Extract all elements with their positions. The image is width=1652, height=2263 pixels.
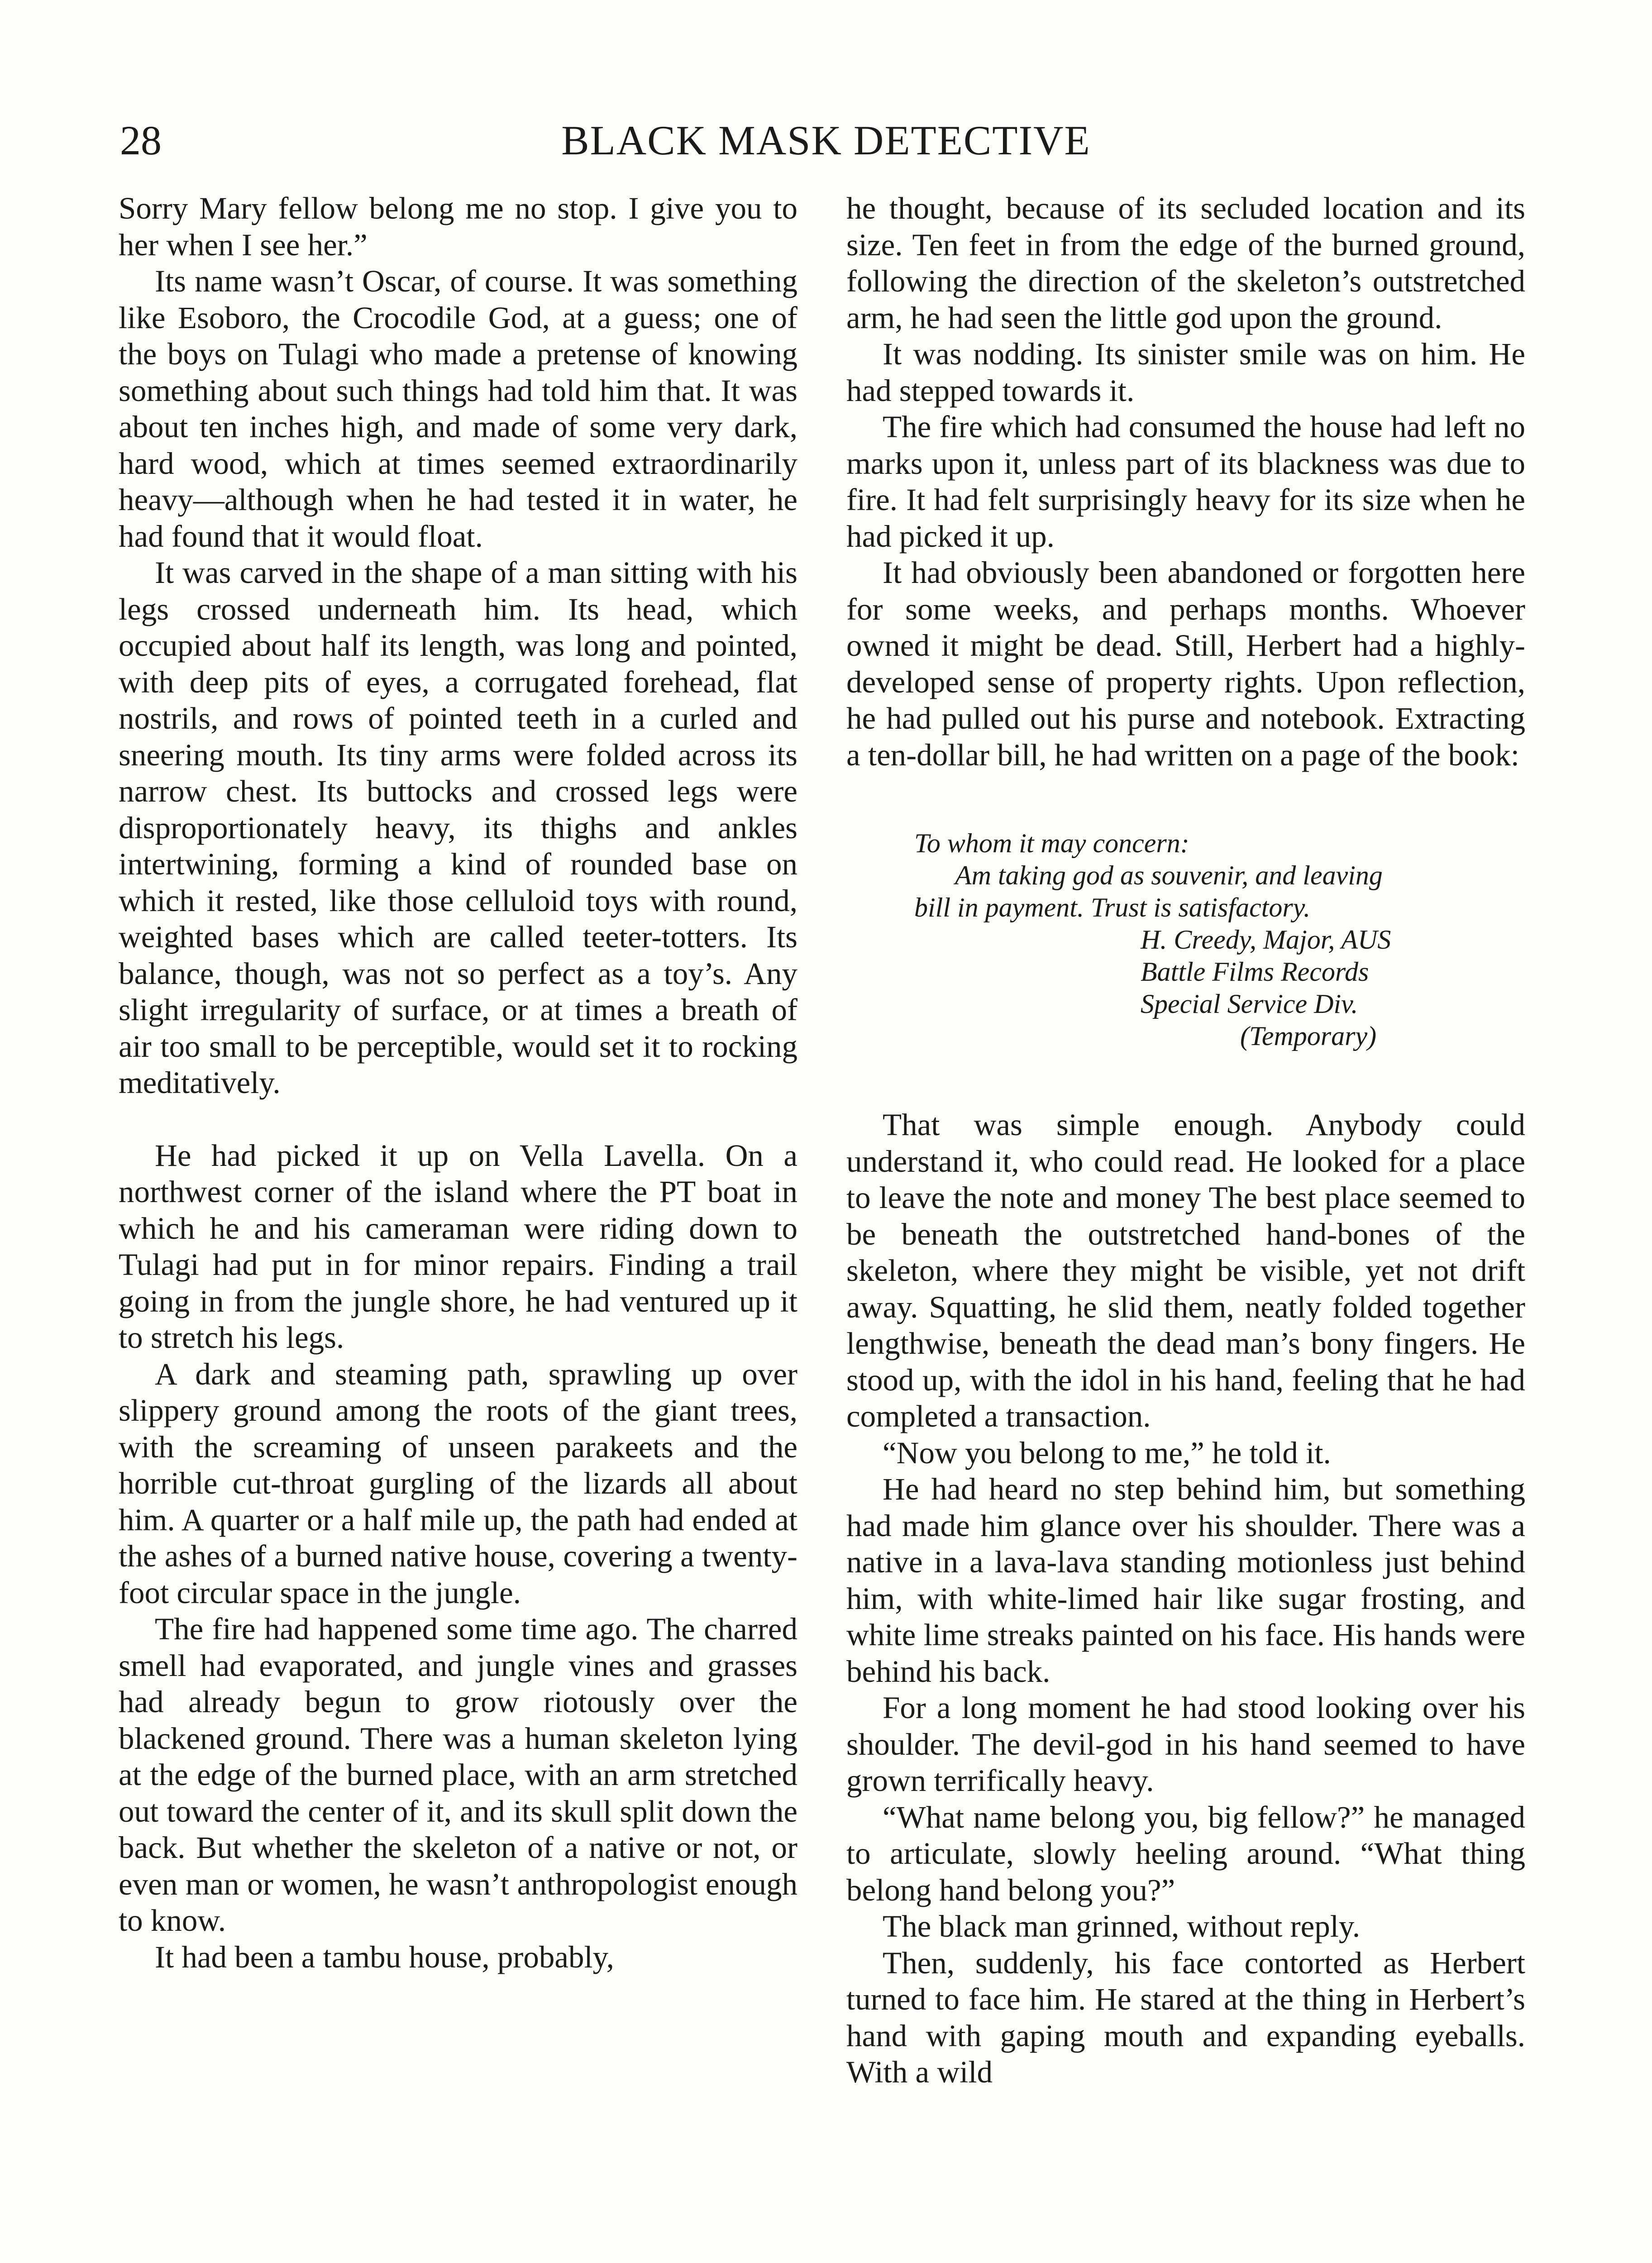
paragraph: For a long moment he had stood looking over his shoulder. The devil-god in his hand seemed to have grown terrifically heavy. <box>846 1690 1525 1798</box>
paragraph: That was simple enough. Anybody could understand it, who could read. He looked for a place to leave the note and money The best place seemed to be beneath the outstretched hand-bones of the skeleton, where they might be visible, yet not drift away. Squatting, he slid them, neatly folded together lengthwise, beneath the dead man’s bony fingers. He stood up, with the idol in his hand, feeling that he had completed a transaction. <box>846 1108 1525 1433</box>
page-header <box>120 109 1532 172</box>
paragraph: He had heard no step behind him, but something had made him glance over his shoulder. There was a native in a lava-lava standing motionless just behind him, with white-limed hair like sugar frosting, and white lime streaks painted on his face. His hands were behind his back. <box>846 1472 1525 1689</box>
note-line: bill in payment. Trust is satisfactory. <box>914 893 1311 922</box>
page-number: 28 <box>120 117 162 163</box>
paragraph: It had been a tambu house, probably, <box>155 1939 614 1974</box>
paragraph: Sorry Mary fellow belong me no stop. I give you to her when I see her.” <box>119 191 797 262</box>
note-line: Am taking god as souvenir, and leaving <box>955 860 1383 890</box>
right-column <box>846 190 1525 2091</box>
paragraph: It had obviously been abandoned or forgotten here for some weeks, and perhaps months. Whoever owned it might be dead. Still, Herbert had a highly-developed sense of property rights. Upon reflection, he had pulled out his purse and notebook. Extracting a ten-dollar bill, he had written on a page of the book: <box>846 555 1525 772</box>
paragraph: A dark and steaming path, sprawling up over slippery ground among the roots of the giant trees, with the screaming of unseen parakeets and the horrible cut-throat gurgling of the lizards all about him. A quarter or a half mile up, the path had ended at the ashes of a burned native house, covering a twenty-foot circular space in the jungle. <box>119 1356 797 1610</box>
note-signature-line: Special Service Div. <box>1141 989 1358 1019</box>
note-line: To whom it may concern: <box>914 828 1189 858</box>
note-signature-line: Battle Films Records <box>1141 957 1369 987</box>
handwritten-note <box>914 827 1457 1052</box>
paragraph: “What name belong you, big fellow?” he managed to articulate, slowly heeling around. “What thing belong hand belong you?” <box>846 1800 1525 1907</box>
paragraph: “Now you belong to me,” he told it. <box>883 1435 1331 1470</box>
note-signature-line: H. Creedy, Major, AUS <box>1141 925 1391 955</box>
running-title: BLACK MASK DETECTIVE <box>561 117 1091 163</box>
left-column <box>119 190 797 1975</box>
paragraph: The black man grinned, without reply. <box>883 1909 1361 1943</box>
paragraph: It was carved in the shape of a man sitting with his legs crossed underneath him. Its head, which occupied about half its length, was long and pointed, with deep pits of eyes, a corrugated forehead, flat nostrils, and rows of pointed teeth in a curled and sneering mouth. Its tiny arms were folded across its narrow chest. Its buttocks and crossed legs were disproportionately heavy, its thighs and ankles intertwining, forming a kind of rounded base on which it rested, like those celluloid toys with round, weighted bases which are called teeter-totters. Its balance, though, was not so perfect as a toy’s. Any slight irregularity of surface, or at times a breath of air too small to be perceptible, would set it to rocking meditatively. <box>119 555 797 1100</box>
paragraph: Its name wasn’t Oscar, of course. It was something like Esoboro, the Crocodile God, at a guess; one of the boys on Tulagi who made a pretense of knowing something about such things had told him that. It was about ten inches high, and made of some very dark, hard wood, which at times seemed extraordinarily heavy—although when he had tested it in water, he had found that it would float. <box>119 264 797 554</box>
paragraph: The fire which had consumed the house had left no marks upon it, unless part of its blackness was due to fire. It had felt surprisingly heavy for its size when he had picked it up. <box>846 410 1525 554</box>
note-signature-line: (Temporary) <box>1240 1021 1377 1051</box>
paragraph: The fire had happened some time ago. The charred smell had evaporated, and jungle vines and grasses had already begun to grow riotously over the blackened ground. There was a human skeleton lying at the edge of the burned place, with an arm stretched out toward the center of it, and its skull split down the back. But whether the skeleton of a native or not, or even man or women, he wasn’t anthropologist enough to know. <box>119 1612 797 1938</box>
paragraph: Then, suddenly, his face contorted as Herbert turned to face him. He stared at the thing in Herbert’s hand with gaping mouth and expanding eyeballs. With a wild <box>846 1945 1525 2089</box>
paragraph: He had picked it up on Vella Lavella. On a northwest corner of the island where the PT boat in which he and his cameraman were riding down to Tulagi had put in for minor repairs. Finding a trail going in from the jungle shore, he had ventured up it to stretch his legs. <box>119 1138 797 1355</box>
paragraph: he thought, because of its secluded location and its size. Ten feet in from the edge of the burned ground, following the direction of the skeleton’s outstretched arm, he had seen the little god upon the ground. <box>846 191 1525 335</box>
paragraph: It was nodding. Its sinister smile was on him. He had stepped towards it. <box>846 337 1525 408</box>
